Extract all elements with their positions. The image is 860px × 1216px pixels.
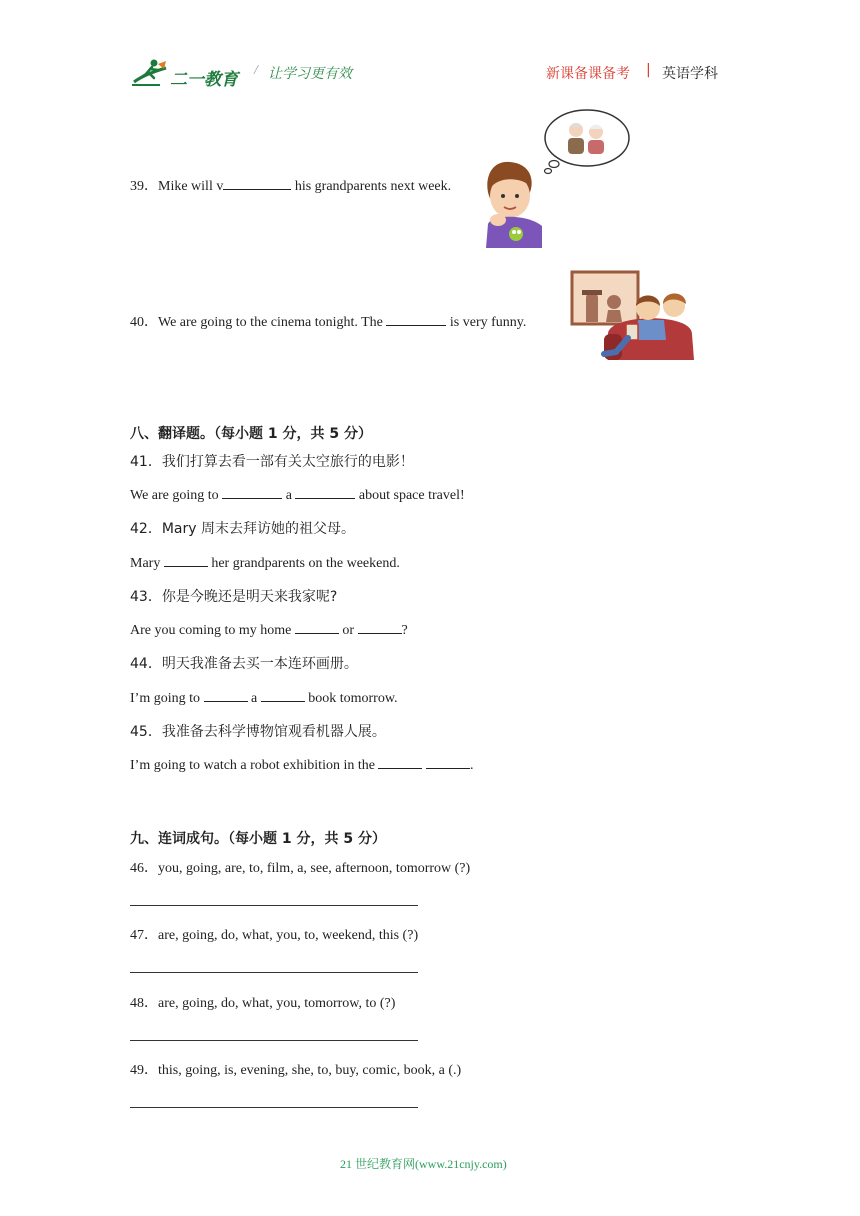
- header: [130, 56, 730, 90]
- footer-source: 21 世纪教育网(www.21cnjy.com): [340, 1157, 507, 1171]
- answer-blank[interactable]: [358, 620, 402, 634]
- question-44-chinese: 44．明天我准备去买一本连环画册。: [130, 656, 358, 672]
- answer-blank[interactable]: [222, 485, 282, 499]
- header-slogan: 让学习更有效: [268, 66, 352, 82]
- section-9-title: 九、连词成句。（每小题 1 分，共 5 分）: [130, 831, 386, 847]
- cinema-couple-illustration: [568, 268, 700, 364]
- answer-blank[interactable]: [223, 176, 291, 190]
- answer-blank[interactable]: [164, 553, 208, 567]
- answer-blank[interactable]: [378, 755, 422, 769]
- question-41-english: We are going to a about space travel!: [130, 485, 465, 504]
- question-48: 48．are, going, do, what, you, tomorrow, to (?): [130, 996, 396, 1011]
- question-46: 46．you, going, are, to, film, a, see, afternoon, tomorrow (?): [130, 861, 471, 876]
- question-42-chinese: 42．Mary 周末去拜访她的祖父母。: [130, 521, 355, 537]
- question-40: 40．We are going to the cinema tonight. The is very funny.: [130, 311, 526, 331]
- logo-text: 二一教育: [170, 70, 238, 90]
- section-8-title: 八、翻译题。（每小题 1 分，共 5 分）: [130, 426, 372, 442]
- question-43-chinese: 43．你是今晚还是明天来我家呢?: [130, 589, 338, 605]
- answer-blank[interactable]: [295, 485, 355, 499]
- logo-runner-icon: [130, 58, 170, 88]
- answer-blank[interactable]: [295, 620, 339, 634]
- question-43-english: Are you coming to my home or ?: [130, 620, 408, 639]
- question-44-english: I’m going to a book tomorrow.: [130, 688, 398, 707]
- header-subject-prep: 新课备课备考: [546, 66, 630, 82]
- answer-blank[interactable]: [204, 688, 248, 702]
- question-39: 39．Mike will v his grandparents next week.: [130, 175, 451, 195]
- answer-line[interactable]: [130, 1107, 418, 1108]
- answer-blank[interactable]: [261, 688, 305, 702]
- boy-thinking-illustration: [482, 108, 632, 248]
- question-45-chinese: 45．我准备去科学博物馆观看机器人展。: [130, 724, 386, 740]
- header-subject: 英语学科: [662, 66, 718, 82]
- header-slash: /: [254, 63, 258, 78]
- question-49: 49．this, going, is, evening, she, to, buy, comic, book, a (.): [130, 1063, 462, 1078]
- question-42-english: Mary her grandparents on the weekend.: [130, 553, 400, 572]
- question-45-english: I’m going to watch a robot exhibition in the .: [130, 755, 473, 774]
- answer-blank[interactable]: [426, 755, 470, 769]
- answer-line[interactable]: [130, 1040, 418, 1041]
- answer-line[interactable]: [130, 972, 418, 973]
- answer-blank[interactable]: [386, 312, 446, 326]
- question-47: 47．are, going, do, what, you, to, weekend, this (?): [130, 928, 419, 943]
- header-separator: |: [646, 62, 651, 78]
- answer-line[interactable]: [130, 905, 418, 906]
- question-41-chinese: 41．我们打算去看一部有关太空旅行的电影！: [130, 454, 414, 470]
